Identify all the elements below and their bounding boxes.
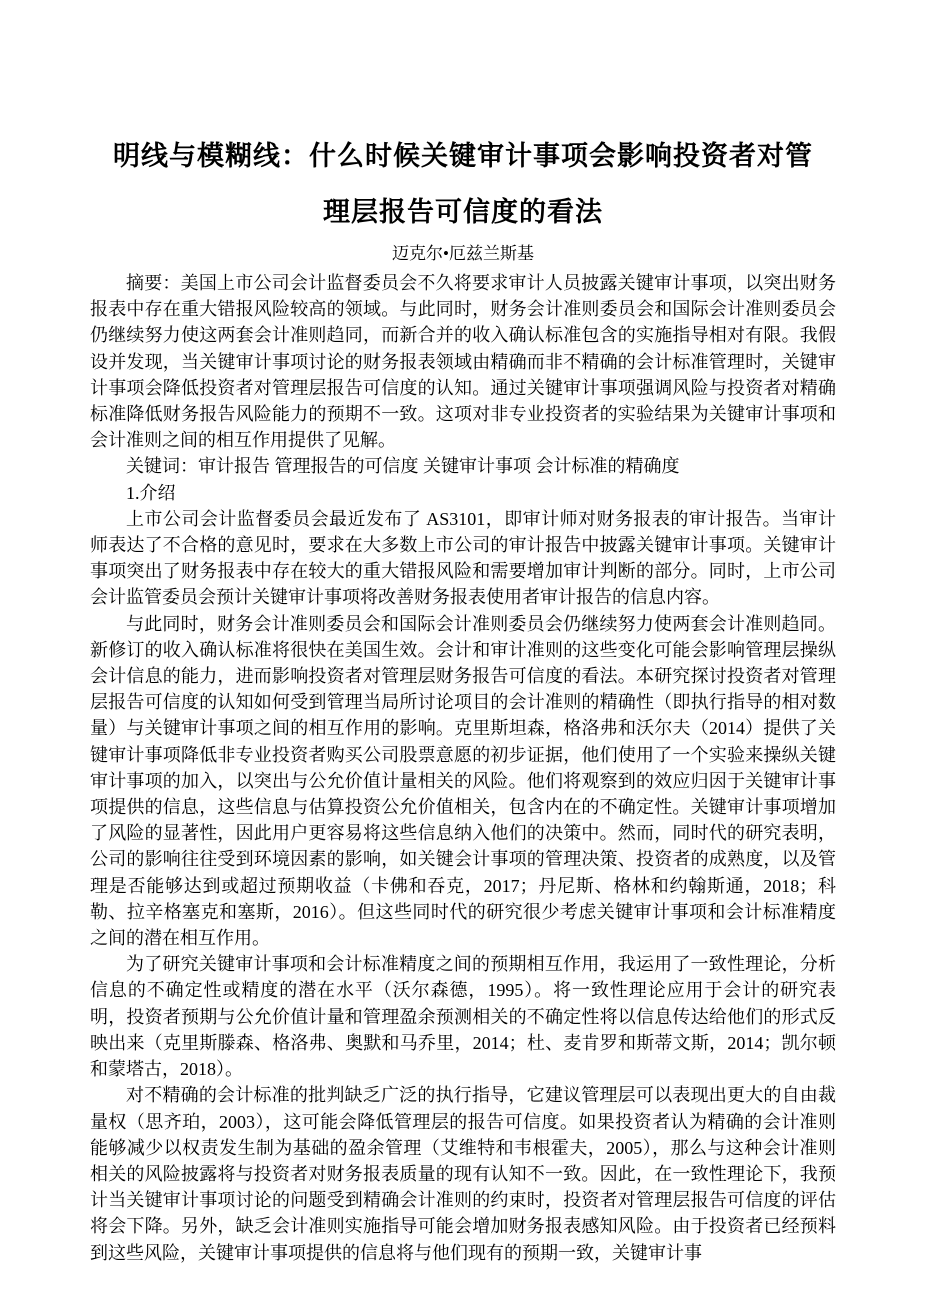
keywords-line: 关键词：审计报告 管理报告的可信度 关键审计事项 会计标准的精确度: [126, 456, 680, 477]
body-paragraph-1: 上市公司会计监督委员会最近发布了 AS3101，即审计师对财务报表的审计报告。当审计师表达了不合格的意见时，要求在大多数上市公司的审计报告中披露关键审计事项。关键审计事项突出了财务报表中存在较大的重大错报风险和需要增加审计判断的部分。同时，上市公司会计监管委员会预计关键审计事项将改善财务报表使用者审计报告的信息内容。: [90, 508, 836, 608]
paper-author: 迈克尔•厄兹兰斯基: [392, 244, 534, 263]
section-1-heading: 1.介绍: [126, 482, 176, 503]
body-paragraph-4: 对不精确的会计标准的批判缺乏广泛的执行指导，它建议管理层可以表现出更大的自由裁量权（思齐珀，2003），这可能会降低管理层的报告可信度。如果投资者认为精确的会计准则能够减少以权责发生制为基础的盈余管理（艾维特和韦根霍夫，2005），那么与这种会计准则相关的风险披露将与投资者对财务报表质量的现有认知不一致。因此，在一致性理论下，我预计当关键审计事项讨论的问题受到精确会计准则的约束时，投资者对管理层报告可信度的评估将会下降。另外，缺乏会计准则实施指导可能会增加财务报表感知风险。由于投资者已经预料到这些风险，关键审计事项提供的信息将与他们现有的预期一致，关键审计事: [90, 1085, 836, 1263]
body-paragraph-2: 与此同时，财务会计准则委员会和国际会计准则委员会仍继续努力使两套会计准则趋同。新修订的收入确认标准将很快在美国生效。会计和审计准则的这些变化可能会影响管理层操纵会计信息的能力，进而影响投资者对管理层财务报告可信度的看法。本研究探讨投资者对管理层报告可信度的认知如何受到管理当局所讨论项目的会计准则的精确性（即执行指导的相对数量）与关键审计事项之间的相互作用的影响。克里斯坦森，格洛弗和沃尔夫（2014）提供了关键审计事项降低非专业投资者购买公司股票意愿的初步证据，他们使用了一个实验来操纵关键审计事项的加入，以突出与公允价值计量相关的风险。他们将观察到的效应归因于关键审计事项提供的信息，这些信息与估算投资公允价值相关，包含内在的不确定性。关键审计事项增加了风险的显著性，因此用户更容易将这些信息纳入他们的决策中。然而，同时代的研究表明，公司的影响往往受到环境因素的影响，如关键会计事项的管理决策、投资者的成熟度，以及管理是否能够达到或超过预期收益（卡佛和吞克，2017；丹尼斯、格林和约翰斯通，2018；科勒、拉辛格塞克和塞斯，2016）。但这些同时代的研究很少考虑关键审计事项和会计标准精度之间的潜在相互作用。: [90, 613, 836, 949]
paper-title-line-1: 明线与模糊线：什么时候关键审计事项会影响投资者对管: [113, 141, 813, 171]
abstract-paragraph: 摘要：美国上市公司会计监督委员会不久将要求审计人员披露关键审计事项，以突出财务报表中存在重大错报风险较高的领域。与此同时，财务会计准则委员会和国际会计准则委员会仍继续努力使这两套会计准则趋同，而新合并的收入确认标准包含的实施指导相对有限。我假设并发现，当关键审计事项讨论的财务报表领域由精确而非不精确的会计标准管理时，关键审计事项会降低投资者对管理层报告可信度的认知。通过关键审计事项强调风险与投资者对精确标准降低财务报告风险能力的预期不一致。这项对非专业投资者的实验结果为关键审计事项和会计准则之间的相互作用提供了见解。: [90, 273, 836, 451]
paper-title: [90, 128, 836, 240]
body-paragraph-3: 为了研究关键审计事项和会计标准精度之间的预期相互作用，我运用了一致性理论，分析信息的不确定性或精度的潜在水平（沃尔森德，1995）。将一致性理论应用于会计的研究表明，投资者预期与公允价值计量和管理盈余预测相关的不确定性将以信息传达给他们的形式反映出来（克里斯滕森、格洛弗、奥默和马乔里，2014；杜、麦肯罗和斯蒂文斯，2014；凯尔顿和蒙塔古，2018）。: [90, 954, 836, 1080]
paper-title-line-2: 理层报告可信度的看法: [323, 197, 603, 227]
